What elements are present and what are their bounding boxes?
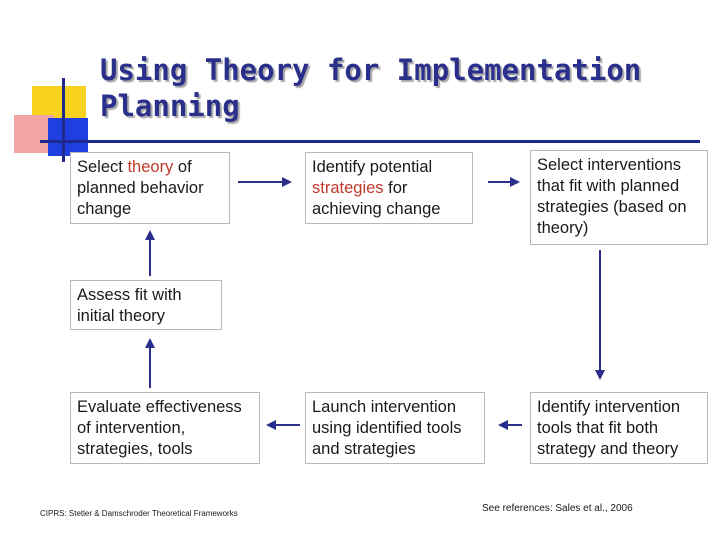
box-select-theory-pre: Select bbox=[77, 158, 128, 176]
box-evaluate-text: Evaluate effectiveness of intervention, strategies, tools bbox=[77, 398, 242, 458]
box-assess-fit-text: Assess fit with initial theory bbox=[77, 286, 182, 325]
box-identify-strategies-pre: Identify potential bbox=[312, 158, 433, 176]
box-identify-tools-text: Identify intervention tools that fit both strategy and theory bbox=[537, 398, 681, 458]
box-launch-text: Launch intervention using identified tools and strategies bbox=[312, 398, 462, 458]
slide-title-line1: Using Theory for Implementation bbox=[100, 53, 642, 87]
box-select-theory-post: of planned behavior change bbox=[77, 158, 204, 218]
box-identify-strategies-post: for achieving change bbox=[312, 179, 441, 218]
footer-right-note: See references: Sales et al., 2006 bbox=[482, 503, 633, 514]
box-select-theory-highlight: theory bbox=[127, 158, 174, 176]
footer-left-note: CIPRS: Stetler & Damschroder Theoretical Frameworks bbox=[40, 509, 238, 518]
box-identify-strategies-highlight: strategies bbox=[312, 179, 384, 197]
box-select-interventions-text: Select interventions that fit with planned strategies (based on theory) bbox=[537, 156, 687, 237]
slide-title-line2: Planning bbox=[100, 89, 240, 123]
